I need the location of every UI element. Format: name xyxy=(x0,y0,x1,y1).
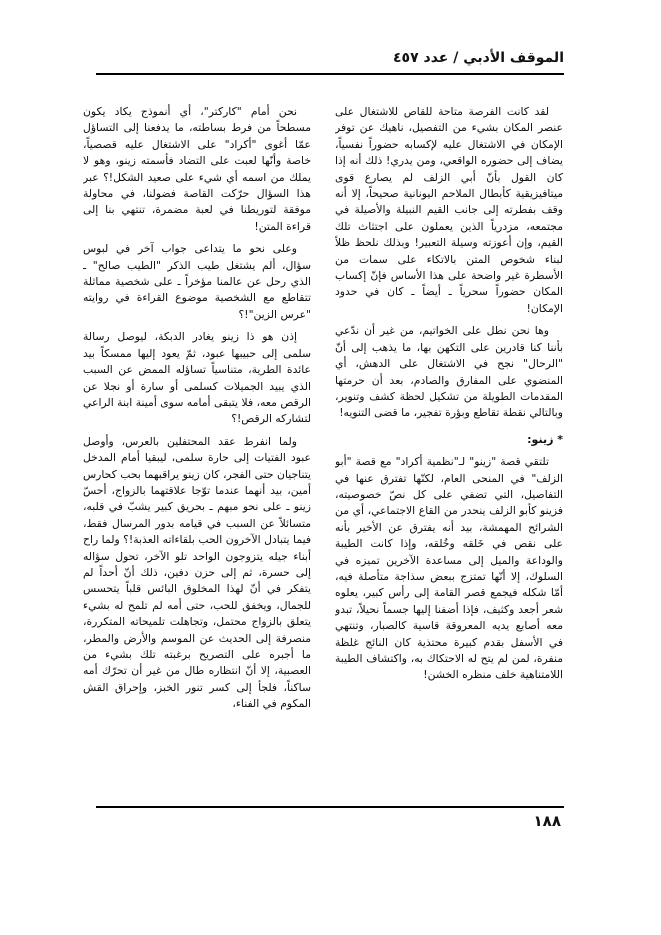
paragraph: نحن أمام "كاركتر"، أي أنموذج يكاد يكون مسطحاً من فرط بساطته، ما يدفعنا إلى التساؤل عمّا أغوى "أكراد" على الاشتغال عليه قصصياً، خاصة وأنّها لعبت على التضاد فأسمته زينو، وهو لا يملك من اسمه أي شيء على صعيد الشكل!؟ عبر هذا السؤال حرّكت القاصة فضولنا، في محاولة موفقة لتوريطنا في لعبة مضمرة، تنتهي بنا إلى قراءة المتن! xyxy=(83,105,311,233)
journal-issue-title: الموقف الأدبي / عدد ٤٥٧ xyxy=(393,50,564,66)
section-heading: * زينو: xyxy=(527,432,563,446)
paragraph: وها نحن نطل على الخواتيم، من غير أن ندّعي بأننا كنا قادرين على التكهن بها، ما يذهب إلى أنّ "الرحال" نجح في الاشتغال على الدهش، أي المنضوي على المفارق والصادم، بعد أن حرمتها المقدمات الطويلة من تشكيل لحظة كشف وتنوير، وبالتالي نقطة تقاطع وبؤرة تفجير، ما قضى التنويه! xyxy=(335,324,563,420)
text-column-right xyxy=(335,104,563,800)
footer-rule xyxy=(96,806,564,808)
paragraph: إذن هو ذا زينو يغادر الدبكة، ليوصل رسالة سلمى إلى حبيبها عبود، ثمّ يعود إليها ممسكاً بيد عائدة الطرية، متناسياً تساؤله الممض عن السبب الذي يبيد الجميلات كسلمى أو سارة أو نجلا عن الرقص معه، فلا يتبقى أمامه سوى أمينة ابنة الراعي لتشاركه الرقص!؟ xyxy=(83,330,311,426)
text-column-left xyxy=(83,104,311,800)
paragraph: لقد كانت الفرصة متاحة للقاص للاشتغال على عنصر المكان بشيء من التفصيل، ناهيك عن توفر الإمكان في الاشتغال عليه لإكسابه حضوراً نفسياً، يضاف إلى حضوره الواقعي، ومن يدري! ذلك أنه إذا كان القول بأنّ أبي الزلف لم يصارع قوى ميتافيزيقية كأبطال الملاحم اليونانية صحيحاً، إلا أنه وقف بفطرته إلى جانب القيم النبيلة والأصيلة في مجتمعه، مزدرياً الذين يعملون على اجتثاث تلك القيم، وإن أعوزته وسيلة التعبير! وبذلك نلحظ ظلاً لبناء شخوص المتن بالاتكاء على سمات من الأسطرة غير واضحة على هذا الأساس فإنّ إكساب المكان حضوراً سحرياً ـ أيضاً ـ كان في حدود الإمكان! xyxy=(335,105,563,315)
running-header xyxy=(96,50,564,76)
header-rule xyxy=(96,73,564,75)
paragraph: تلتقي قصة "زينو" لـ"نظمية أكراد" مع قصة "أبو الزلف" في المنحى العام، لكنّها تفترق عنها في التفاصيل، التي تضفي على كل نصّ خصوصيته، فزينو كأبو الزلف ينحدر من القاع الاجتماعي، أي من الشرائح المهمشة، بيد أنه يفترق عن الأخير بأنه على نقص في خَلقه وخُلقه، وإذا كانت الطيبة والوداعة والميل إلى مساعدة الآخرين تميزه في السلوك، إلا أنّها تمتزج ببعض سذاجة متأصلة فيه، أمّا شكله فيجمع قصر القامة إلى رأس كبير، يعلوه شعر أجعد وكثيف، فإذا أضفنا إليها جسماً نحيلاً، تبدو معه أصابع يديه المعروقة قاسية كالصبار، وتنتهي في الأسفل بقدم كبيرة محتذية كان النائج غلظة منفرة، لمن لم يتح له الاحتكاك به، واكتشاف الطيبة اللامتناهية خلف منظره الخشن! xyxy=(335,455,563,682)
page-number: ١٨٨ xyxy=(533,812,561,830)
paragraph: ولما انفرط عقد المحتفلين بالعرس، وأوصل عبود الفتيات إلى حارة سلمى، ليبقيا أمام المدخل يتناجيان حتى الفجر، كان زينو يراقبهما بحب كحارس أمين، بيد أنهما عندما توّجا علاقتهما بالزواج، أحسّ زينو ـ على نحو مبهم ـ بحريق كبير يشبّ في قلبه، متسائلاً عن السبب في قيامه بدور المرسال فقط، فيما يتبادل الآخرون الحب بلقاءاته العذبة!؟ ولما راح أبناء جيله يتزوجون الواحد تلو الآخر، تحول سؤاله إلى حسرة، ثم إلى حزن دفين، ذلك أنّ أحداً لم يتفكر في أنّ لهذا المخلوق البائس قلباً يتحسس للجمال، ويخفق للحب، حتى أمه لم تلمح له بشيء يتعلق بالزواج محتمل، وتجاهلت تلميحاته المتكررة، منصرفة إلى الحديث عن الموسم والأرض والمطر، ما أجبره على التصريح برغبته تلك بشيء من العصبية، إلا أنّ انتظاره طال من غير أن تحرّك أمه ساكناً، فلجأ إلى كسر تنور الخبز، وإحراق القش المكوم في الفناء، xyxy=(83,434,311,711)
paragraph: وعلى نحو ما يتداعى جواب آخر في لبوس سؤال، ألم يشتغل طيب الذكر "الطيب صالح" ـ الذي رحل عن عالمنا مؤخراً ـ على شخصية مماثلة تتقاطع مع الشخصية موضوع القراءة في روايته "عرس الزين"!؟ xyxy=(83,242,311,321)
